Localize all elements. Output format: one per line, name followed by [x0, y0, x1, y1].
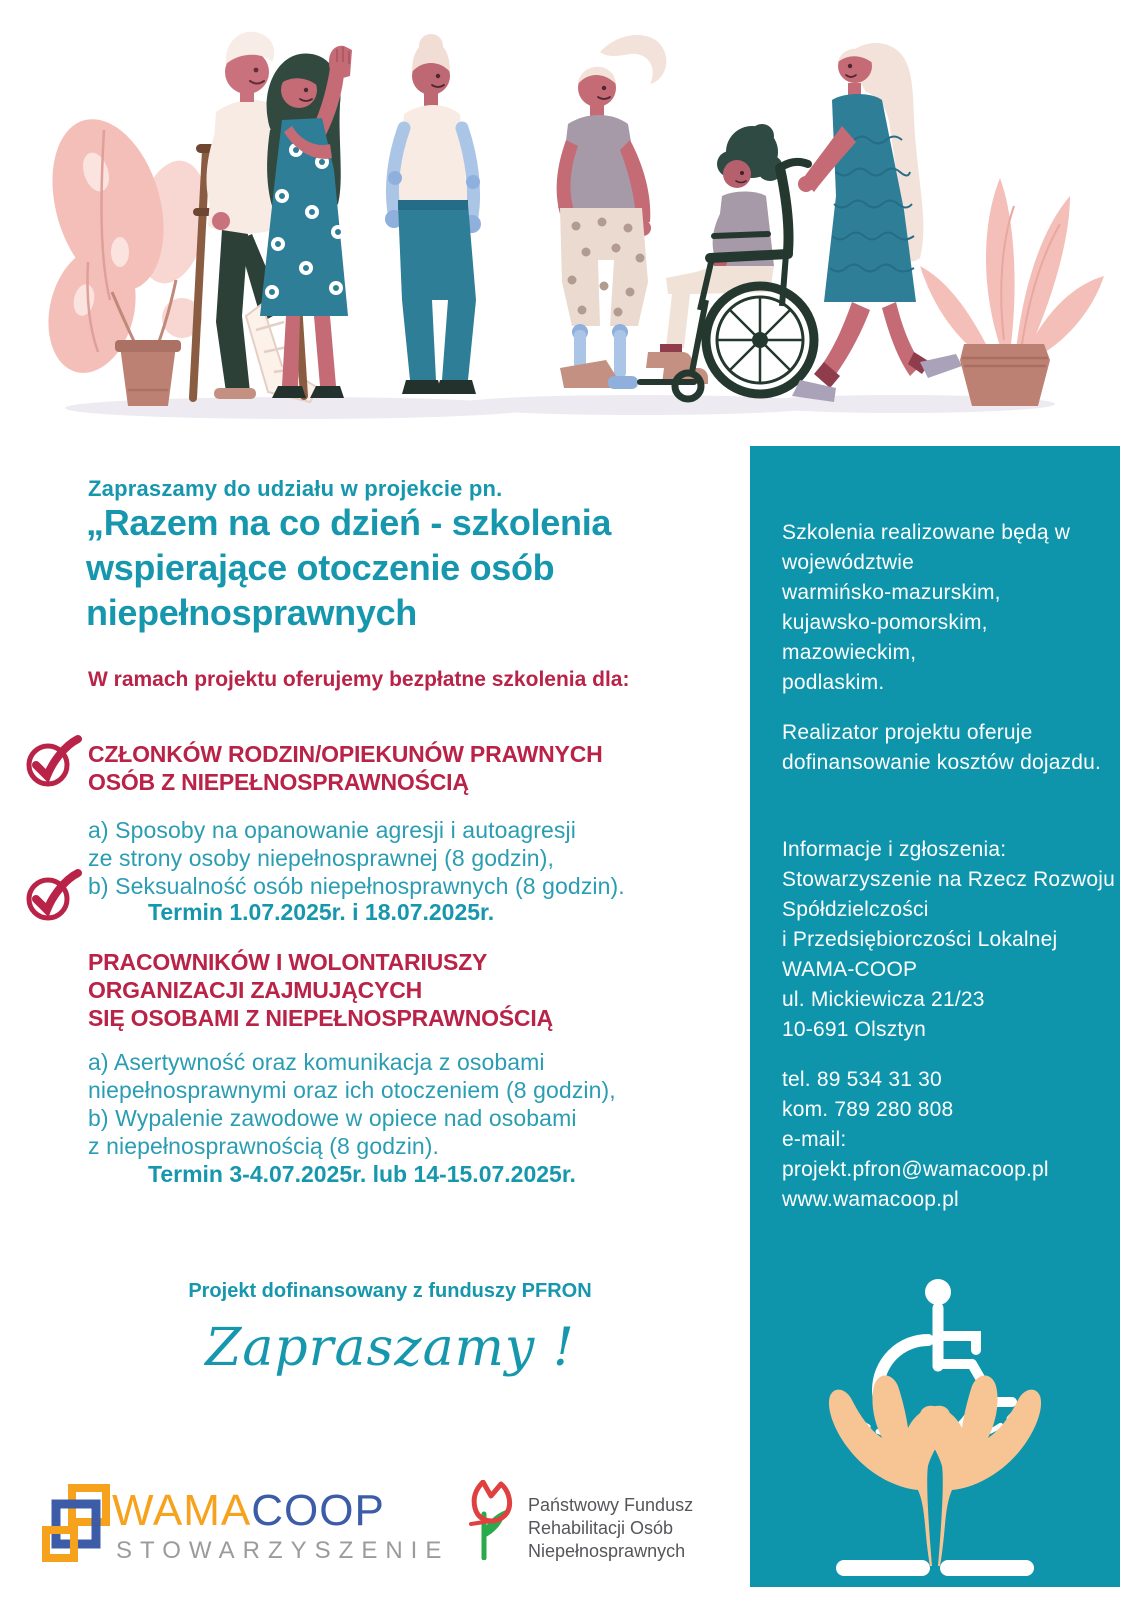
contact-line1: Informacje i zgłoszenia: [782, 838, 1007, 861]
panel-travel [782, 718, 1101, 778]
section2-body-line3: b) Wypalenie zawodowe w opiece nad osobami [88, 1105, 577, 1131]
contact-line2: Stowarzyszenie na Rzecz Rozwoju [782, 868, 1116, 891]
interlocking-squares-icon [40, 1482, 116, 1562]
pfron-text-line2: Rehabilitacji Osób [528, 1518, 674, 1538]
panel-contact [782, 835, 1115, 1045]
regions-line3: warmińsko-mazurskim, [782, 581, 1001, 604]
checkmark-icon [22, 733, 82, 791]
travel-line1: Realizator projektu oferuje [782, 721, 1033, 744]
section2-heading-line1: PRACOWNIKÓW I WOLONTARIUSZY [88, 949, 488, 975]
email-label: e-mail: [782, 1128, 847, 1151]
section1-heading-line2: OSÓB Z NIEPEŁNOSPRAWNOŚCIĄ [88, 769, 469, 795]
checkmark-icon [22, 867, 82, 925]
title-line-3: niepełnosprawnych [86, 592, 417, 633]
wamacoop-logo-text [112, 1486, 385, 1536]
panel-phones [782, 1065, 1049, 1215]
section2-heading [88, 948, 553, 1032]
section1-body [88, 816, 625, 900]
regions-line5: mazowieckim, [782, 641, 917, 664]
regions-line6: podlaskim. [782, 671, 885, 694]
pfron-text-line3: Niepełnosprawnych [528, 1541, 686, 1561]
hero-illustration [0, 0, 1140, 430]
pfron-text-line1: Państwowy Fundusz [528, 1495, 694, 1515]
section2-body-line4: z niepełnosprawnością (8 godzin). [88, 1133, 440, 1159]
woman-prosthetic-arms-icon [385, 34, 481, 394]
mobile-line: kom. 789 280 808 [782, 1098, 954, 1121]
closing-script: Zapraszamy ! [205, 1318, 575, 1378]
phone-line: tel. 89 534 31 30 [782, 1068, 942, 1091]
section1-heading-line1: CZŁONKÓW RODZIN/OPIEKUNÓW PRAWNYCH [88, 741, 603, 767]
woman-prosthetic-legs-icon [557, 35, 667, 389]
title-line-1: „Razem na co dzień - szkolenia [86, 502, 612, 543]
intro-line: Zapraszamy do udziału w projekcie pn. [88, 476, 503, 501]
email-address: projekt.pfron@wamacoop.pl [782, 1158, 1049, 1181]
section2-dates: Termin 3-4.07.2025r. lub 14-15.07.2025r. [148, 1161, 576, 1187]
right-plant-icon [920, 178, 1104, 406]
panel-regions [782, 518, 1070, 698]
section2-heading-line3: SIĘ OSOBAMI Z NIEPEŁNOSPRAWNOŚCIĄ [88, 1005, 553, 1031]
people-illustration-icon [0, 0, 1140, 430]
section1-body-line1: a) Sposoby na opanowanie agresji i autoagresji [88, 817, 576, 843]
section1-body-line2: ze strony osoby niepełnosprawnej (8 godzin), [88, 845, 554, 871]
section2-body [88, 1048, 616, 1160]
website-address: www.wamacoop.pl [782, 1188, 959, 1211]
section1-dates: Termin 1.07.2025r. i 18.07.2025r. [148, 899, 495, 925]
regions-line2: województwie [782, 551, 914, 574]
section1-body-line3: b) Seksualność osób niepełnosprawnych (8 godzin). [88, 873, 625, 899]
wheelchair-rider-icon [640, 124, 814, 399]
wamacoop-logo-mark [40, 1482, 116, 1562]
section1-heading [88, 740, 603, 796]
coop-text-blue: COOP [251, 1486, 385, 1535]
contact-line7: 10-691 Olsztyn [782, 1018, 927, 1041]
regions-line1: Szkolenia realizowane będą w [782, 521, 1071, 544]
tulip-icon [466, 1480, 518, 1560]
section2-body-line1: a) Asertywność oraz komunikacja z osobami [88, 1049, 545, 1075]
contact-line5: WAMA-COOP [782, 958, 918, 981]
section2-body-line2: niepełnosprawnymi oraz ich otoczeniem (8 godzin), [88, 1077, 616, 1103]
pfron-logo-text [528, 1494, 693, 1563]
left-plant-icon [34, 106, 216, 406]
pfron-logo [466, 1480, 518, 1560]
regions-line4: kujawsko-pomorskim, [782, 611, 988, 634]
contact-line6: ul. Mickiewicza 21/23 [782, 988, 985, 1011]
funding-note: Projekt dofinansowany z funduszy PFRON [188, 1280, 592, 1302]
travel-line2: dofinansowanie kosztów dojazdu. [782, 751, 1102, 774]
title-line-2: wspierające otoczenie osób [86, 547, 555, 588]
contact-line4: i Przedsiębiorczości Lokalnej [782, 928, 1058, 951]
lead-line: W ramach projektu oferujemy bezpłatne szkolenia dla: [88, 668, 630, 691]
wama-text-orange: WAMA [112, 1486, 252, 1535]
section2-heading-line2: ORGANIZACJI ZAJMUJĄCYCH [88, 977, 423, 1003]
care-symbol [790, 1274, 1080, 1576]
info-panel [750, 446, 1120, 1587]
contact-line3: Spółdzielczości [782, 898, 929, 921]
page-title [86, 500, 611, 635]
wamacoop-logo-subtitle: STOWARZYSZENIE [116, 1537, 450, 1564]
